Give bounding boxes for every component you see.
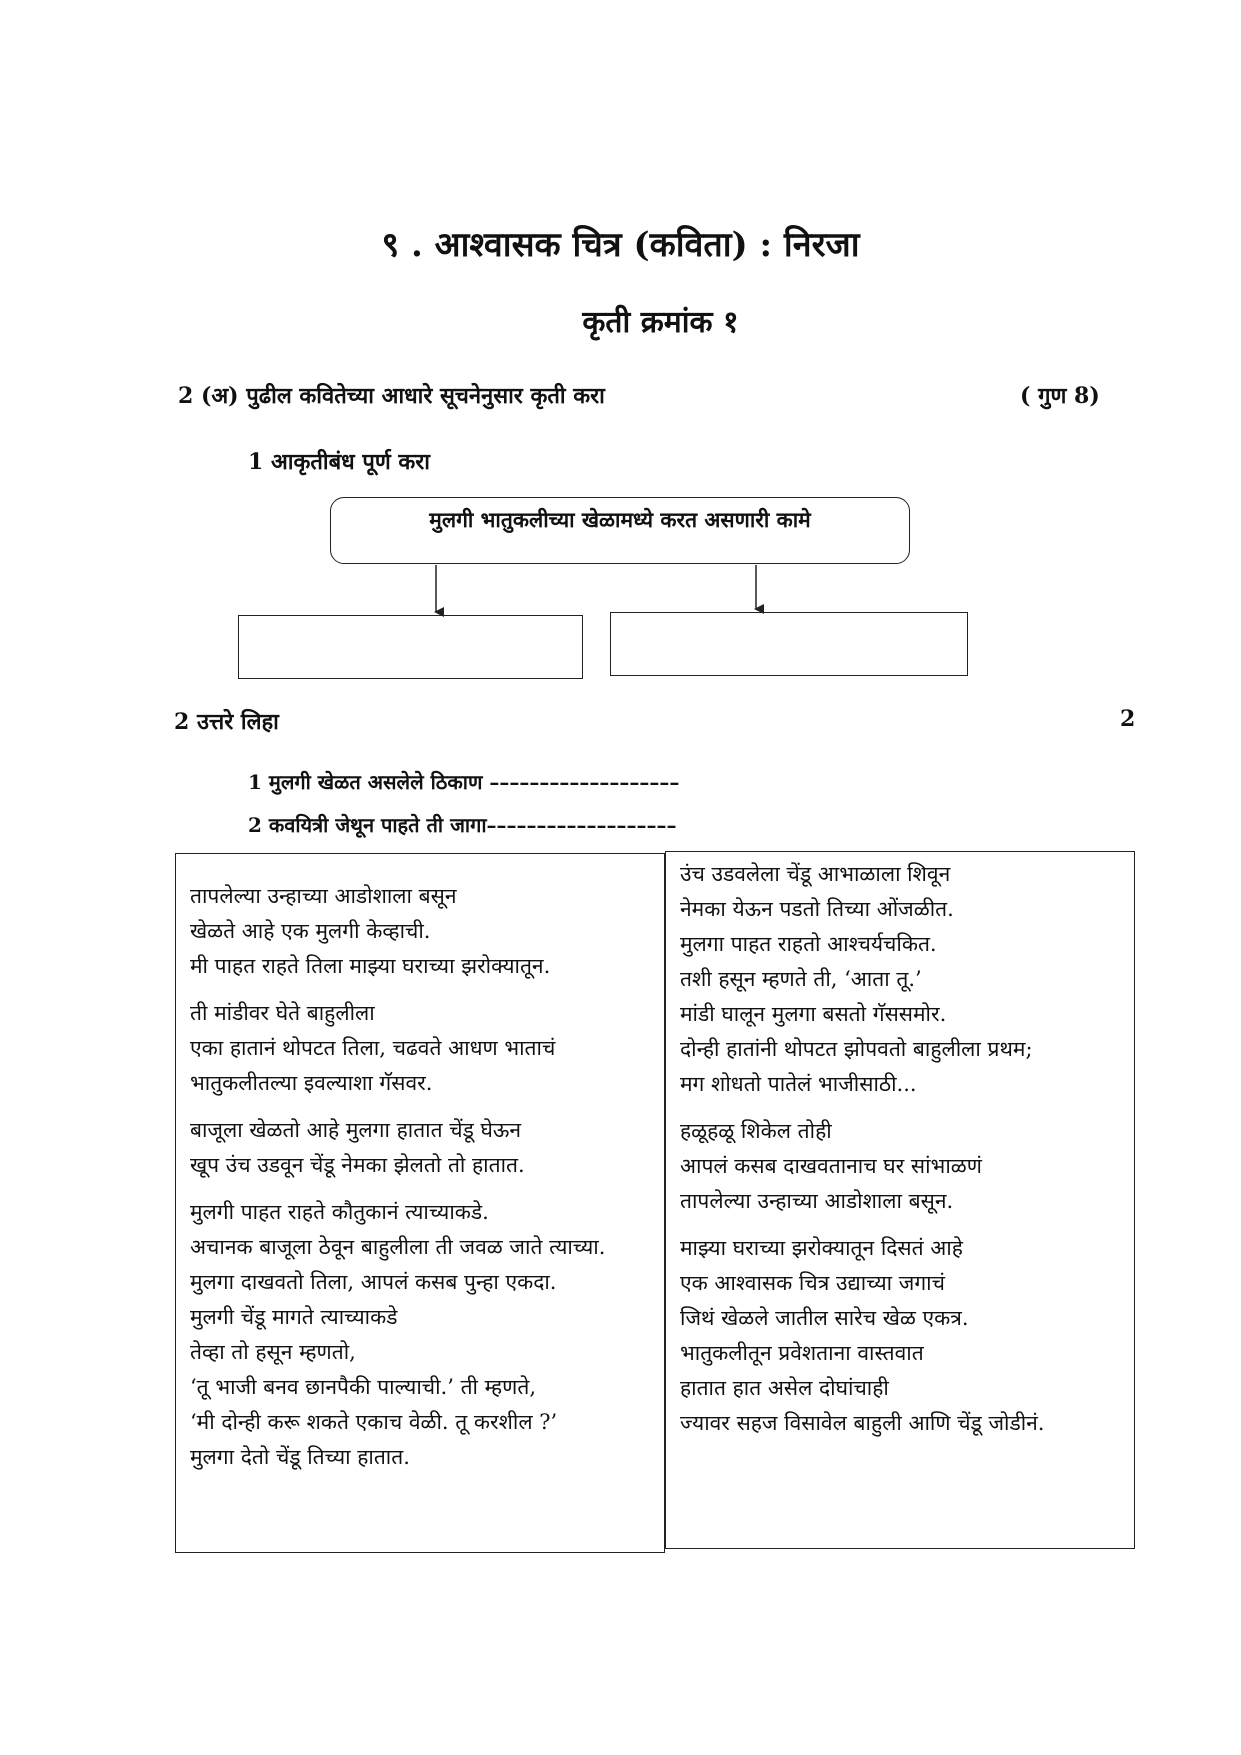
poem-line: एका हातानं थोपटत तिला, चढवते आधण भाताचं [190, 1036, 556, 1060]
poem-line: एक आश्वासक चित्र उद्याच्या जगाचं [680, 1271, 945, 1295]
poem-line: भातुकलीतल्या इवल्याशा गॅसवर. [190, 1071, 433, 1095]
answer-box-1[interactable] [238, 615, 583, 679]
poem-line: मुलगा दाखवतो तिला, आपलं कसब पुन्हा एकदा. [190, 1270, 557, 1294]
poem-line: तापलेल्या उन्हाच्या आडोशाला बसून. [680, 1189, 954, 1213]
concept-arrows [0, 0, 1241, 700]
poem-line: मुलगी चेंडू मागते त्याच्याकडे [190, 1305, 398, 1329]
poem-line: भातुकलीतून प्रवेशताना वास्तवात [680, 1341, 924, 1365]
poem-line: खेळते आहे एक मुलगी केव्हाची. [190, 919, 431, 943]
task1-label: 1 आकृतीबंध पूर्ण करा [248, 449, 430, 475]
task2-marks: 2 [1120, 706, 1136, 732]
poem-line: नेमका येऊन पडतो तिच्या ओंजळीत. [680, 897, 954, 921]
poem-stanza [680, 1114, 1120, 1219]
poem-line: बाजूला खेळतो आहे मुलगा हातात चेंडू घेऊन [190, 1118, 522, 1142]
poem-line: हातात हात असेल दोघांचाही [680, 1376, 889, 1400]
poem-line: ती मांडीवर घेते बाहुलीला [190, 1001, 375, 1025]
answer-box-2[interactable] [610, 612, 968, 676]
poem-line: मी पाहत राहते तिला माझ्या घराच्या झरोक्यातून. [190, 954, 551, 978]
poem-line: मग शोधतो पातेलं भाजीसाठी... [680, 1072, 917, 1096]
poem-line: अचानक बाजूला ठेवून बाहुलीला ती जवळ जाते त्याच्या. [190, 1235, 606, 1259]
poem-stanza [190, 1113, 650, 1183]
question-line-1: 1 मुलगी खेळत असलेले ठिकाण ––––––––––––––––––– [248, 770, 680, 794]
poem-line: उंच उडवलेला चेंडू आभाळाला शिवून [680, 862, 951, 886]
poem-line: तशी हसून म्हणते ती, ‘आता तू.’ [680, 967, 922, 991]
poem-line: ‘तू भाजी बनव छानपैकी पाल्याची.’ ती म्हणते, [190, 1375, 536, 1399]
poem-line: तेव्हा तो हसून म्हणतो, [190, 1340, 356, 1364]
poem-line: जिथं खेळले जातील सारेच खेळ एकत्र. [680, 1306, 969, 1330]
poem-line: मांडी घालून मुलगा बसतो गॅससमोर. [680, 1002, 947, 1026]
poem-stanza [680, 1231, 1120, 1441]
poem-line: दोन्ही हातांनी थोपटत झोपवतो बाहुलीला प्रथम; [680, 1037, 1033, 1061]
poem-stanza [190, 1195, 650, 1475]
poem-right-column [665, 851, 1135, 1549]
poem-stanza [680, 857, 1120, 1102]
page-title: ९ . आश्वासक चित्र (कविता) : निरजा [381, 225, 860, 265]
question-heading: 2 (अ) पुढील कवितेच्या आधारे सूचनेनुसार कृती करा [178, 383, 605, 409]
task2-label: 2 उत्तरे लिहा [174, 709, 279, 735]
poem-line: ज्यावर सहज विसावेल बाहुली आणि चेंडू जोडीनं. [680, 1411, 1045, 1435]
poem-line: तापलेल्या उन्हाच्या आडोशाला बसून [190, 884, 457, 908]
poem-line: मुलगी पाहत राहते कौतुकानं त्याच्याकडे. [190, 1200, 489, 1224]
poem-stanza [190, 879, 650, 984]
poem-line: आपलं कसब दाखवतानाच घर सांभाळणं [680, 1154, 982, 1178]
poem-line: मुलगा पाहत राहतो आश्चर्यचकित. [680, 932, 937, 956]
poem-line: ‘मी दोन्ही करू शकते एकाच वेळी. तू करशील ?’ [190, 1410, 558, 1434]
poem-line: खूप उंच उडवून चेंडू नेमका झेलतो तो हातात. [190, 1153, 525, 1177]
activity-number: कृती क्रमांक १ [582, 305, 739, 340]
question-marks: ( गुण 8) [1020, 383, 1100, 409]
poem-line: मुलगा देतो चेंडू तिच्या हातात. [190, 1445, 410, 1469]
poem-stanza [190, 996, 650, 1101]
poem-left-column [175, 853, 665, 1553]
question-line-2: 2 कवयित्री जेथून पाहते ती जागा––––––––––––––––––– [248, 813, 677, 837]
poem-line: हळूहळू शिकेल तोही [680, 1119, 832, 1143]
concept-box: मुलगी भातुकलीच्या खेळामध्ये करत असणारी कामे [330, 497, 910, 564]
poem-line: माझ्या घराच्या झरोक्यातून दिसतं आहे [680, 1236, 963, 1260]
